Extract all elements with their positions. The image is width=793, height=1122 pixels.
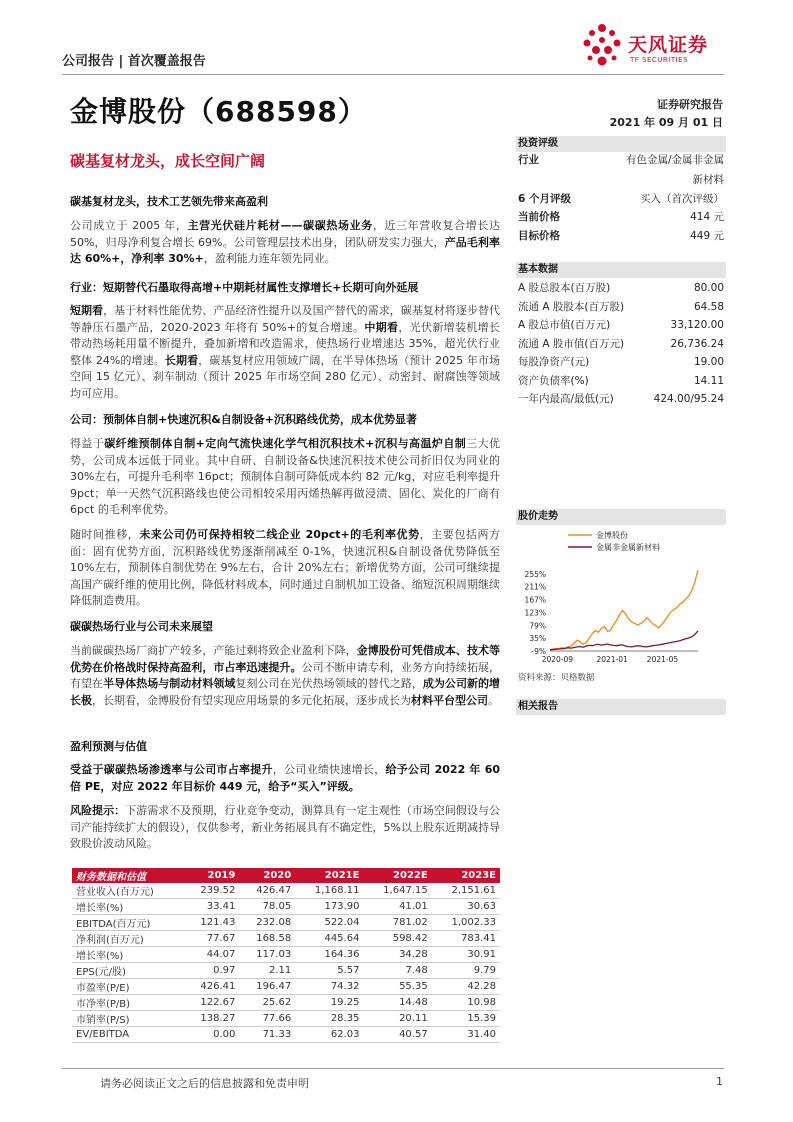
table-cell: 74.32 bbox=[295, 979, 363, 995]
table-cell: 781.02 bbox=[363, 915, 431, 931]
highlight-text: 主营光伏硅片耗材——碳碳热场业务 bbox=[187, 219, 373, 232]
basic-data-value: 33,120.00 bbox=[670, 319, 724, 331]
risk-note bbox=[70, 803, 500, 853]
highlight-text: 碳纤维预制体自制+定向气流快速化学气相沉积技术+沉积与高温炉自制 bbox=[104, 437, 467, 450]
highlight-text: 短期看 bbox=[70, 304, 104, 317]
section-heading-3: 公司：预制体自制+快速沉积&自制设备+沉积路线优势，成本优势显著 bbox=[70, 413, 418, 426]
rating-row bbox=[518, 191, 724, 208]
table-cell: 19.25 bbox=[295, 995, 363, 1011]
price-value: 414 元 bbox=[690, 211, 724, 223]
basic-data-row bbox=[518, 354, 724, 371]
section-body-5 bbox=[70, 643, 500, 709]
logo-mark-icon bbox=[578, 20, 626, 72]
table-row-label: EV/EBITDA bbox=[72, 1027, 183, 1043]
table-cell: 0.00 bbox=[183, 1027, 239, 1043]
table-cell: 77.67 bbox=[183, 931, 239, 947]
table-row bbox=[72, 979, 500, 995]
table-row bbox=[72, 883, 500, 899]
table-cell: 41.01 bbox=[363, 899, 431, 915]
table-row bbox=[72, 915, 500, 931]
table-cell: 42.28 bbox=[432, 979, 500, 995]
section-body-2 bbox=[70, 303, 500, 402]
table-cell: 121.43 bbox=[183, 915, 239, 931]
table-row-label: 增长率(%) bbox=[72, 899, 183, 915]
highlight-text: 成为公司新的增长极 bbox=[70, 677, 501, 707]
table-cell: 196.47 bbox=[239, 979, 295, 995]
basic-data-value: 26,736.24 bbox=[670, 337, 724, 350]
table-cell: 426.47 bbox=[239, 883, 295, 899]
table-cell: 30.63 bbox=[432, 899, 500, 915]
y-tick-label: 79% bbox=[529, 621, 546, 631]
table-cell: 31.40 bbox=[432, 1027, 500, 1043]
body-text: ，近三年营收复合增长达 50%，归母净利复合增长 69%。公司管理层技术出身，团队研发实力强大， bbox=[70, 219, 500, 249]
table-cell: 168.58 bbox=[239, 931, 295, 947]
body-text: 复刻公司在光伏热场领域的替代之路， bbox=[235, 677, 423, 690]
table-cell: 426.41 bbox=[183, 979, 239, 995]
table-cell: 1,647.15 bbox=[363, 883, 431, 899]
table-row bbox=[72, 963, 500, 979]
financial-table-body bbox=[72, 883, 500, 1043]
table-cell: 78.05 bbox=[239, 899, 295, 915]
y-tick-label: 167% bbox=[524, 595, 546, 605]
price-row bbox=[518, 209, 724, 226]
table-cell: 0.97 bbox=[183, 963, 239, 979]
body-text: ，光伏新增装机增长带动热场耗用量不断提升，叠加新增和改造需求，使热场行业增速达 35%，超光伏行业整体 24%的增速。 bbox=[70, 320, 501, 367]
table-cell: 9.79 bbox=[432, 963, 500, 979]
table-cell: 14.48 bbox=[363, 995, 431, 1011]
table-cell: 239.52 bbox=[183, 883, 239, 899]
section-heading-6: 盈利预测与估值 bbox=[70, 740, 147, 753]
report-date: 2021 年 09 月 01 日 bbox=[609, 116, 723, 129]
body-text: 随时间推移， bbox=[70, 528, 140, 541]
table-cell: 2.11 bbox=[239, 963, 295, 979]
body-text: ，盈利能力连年领先同业。 bbox=[203, 252, 336, 265]
financial-column-header: 2020 bbox=[239, 868, 295, 883]
financial-column-header: 2021E bbox=[295, 868, 363, 883]
body-text: 公司不断申请专利，业务方向持续拓展，有望在 bbox=[70, 660, 501, 690]
x-tick-label: 2021-05 bbox=[646, 655, 679, 664]
report-type: 证券研究报告 bbox=[657, 98, 723, 111]
logo-text-en: TF SECURITIES bbox=[630, 56, 689, 64]
table-row-label: EBITDA(百万元) bbox=[72, 915, 183, 931]
logo-text-cn: 天风证券 bbox=[628, 34, 709, 56]
page-number: 1 bbox=[716, 1075, 723, 1088]
body-text: ，主要包括两方面：固有优势方面，沉积路线优势逐渐削减至 0-1%，快速沉积&自制设备优势降低至 10%左右，预制体自制优势在 9%左右，合计 20%左右；新增优势方面，公司可继续提高国产碳纤维的使用比例，降低材料成本，同时通过自制机加工设备、缩短沉积周期继续降低制造费用。 bbox=[70, 528, 501, 607]
table-cell: 783.41 bbox=[432, 931, 500, 947]
table-row-label: 市净率(P/B) bbox=[72, 995, 183, 1011]
table-cell: 33.41 bbox=[183, 899, 239, 915]
basic-data-label: 每股净资产(元) bbox=[518, 356, 590, 368]
table-cell: 34.28 bbox=[363, 947, 431, 963]
table-cell: 598.42 bbox=[363, 931, 431, 947]
rating-heading: 投资评级 bbox=[516, 136, 726, 152]
industry-label: 行业 bbox=[518, 154, 539, 166]
table-cell: 2,151.61 bbox=[432, 883, 500, 899]
table-cell: 28.35 bbox=[295, 1011, 363, 1027]
industry-row bbox=[518, 152, 724, 169]
section-body-4 bbox=[70, 527, 500, 610]
table-cell: 10.98 bbox=[432, 995, 500, 1011]
basic-data-value: 14.11 bbox=[693, 374, 724, 387]
table-cell: 44.07 bbox=[183, 947, 239, 963]
basic-data-value: 64.58 bbox=[693, 300, 724, 313]
table-cell: 55.35 bbox=[363, 979, 431, 995]
table-cell: 173.90 bbox=[295, 899, 363, 915]
basic-data-label: 一年内最高/最低(元) bbox=[518, 393, 614, 405]
section-body-1 bbox=[70, 218, 500, 268]
table-row bbox=[72, 995, 500, 1011]
basic-data-row bbox=[518, 317, 724, 334]
table-row-label: EPS(元/股) bbox=[72, 963, 183, 979]
legend-label: 金博股份 bbox=[596, 531, 628, 540]
legend-label: 金属非金属新材料 bbox=[596, 543, 660, 552]
industry-row-2 bbox=[518, 172, 724, 189]
x-tick-label: 2021-01 bbox=[596, 655, 628, 664]
table-row-label: 净利润(百万元) bbox=[72, 931, 183, 947]
series-line-industry bbox=[550, 631, 698, 650]
y-tick-label: 255% bbox=[524, 569, 546, 579]
highlight-text: 给予公司 2022 年 60 倍 PE，对应 2022 年目标价 449 元，给予“买入”评级。 bbox=[70, 763, 501, 793]
financial-column-header: 2019 bbox=[183, 868, 239, 883]
related-reports-heading: 相关报告 bbox=[516, 699, 726, 715]
body-text: 下游需求不及预期，行业竞争变动，测算具有一定主观性（市场空间假设与公司产能持续扩大的假设），仅供参考，新业务拓展具有不确定性，5%以上股东近期减持导致股价波动风险。 bbox=[70, 804, 501, 850]
highlight-text: 材料平台型公司 bbox=[411, 693, 488, 707]
body-text: 当前碳碳热场厂商扩产较多，产能过剩将致企业盈利下降， bbox=[70, 644, 357, 657]
rating-label: 6 个月评级 bbox=[518, 193, 571, 205]
table-row-label: 增长率(%) bbox=[72, 947, 183, 963]
body-text: 三大优势，公司成本远低于同业。其中自研、自制设备&快速沉积技术使公司折旧仅为同业的 30%左右，可提升毛利率 16pct；预制体自制可降低成本约 82 元/kg，对应毛利率提升 9pct；单一天然气沉积路线也使公司相较采用丙烯热解再做浸渍、固化、炭化的厂商有 6pct 的毛利率优势。 bbox=[70, 437, 500, 516]
table-row bbox=[72, 899, 500, 915]
y-tick-label: 35% bbox=[529, 634, 546, 644]
table-cell: 5.57 bbox=[295, 963, 363, 979]
report-category: 公司报告 | 首次覆盖报告 bbox=[62, 54, 206, 69]
table-cell: 20.11 bbox=[363, 1011, 431, 1027]
basic-data-row bbox=[518, 373, 724, 390]
rating-value: 买入（首次评级） bbox=[640, 193, 724, 205]
section-heading-5: 碳碳热场行业与公司未来展望 bbox=[70, 620, 213, 633]
body-text: 。 bbox=[488, 693, 499, 707]
company-logo bbox=[578, 20, 728, 72]
body-text: ，碳基复材应用领域广阔，在半导体热场（预计 2025 年市场空间 15 亿元）、刹车制动（预计 2025 年市场空间 280 亿元）、动密封、耐腐蚀等领域均可应用。 bbox=[70, 353, 500, 400]
section-body-3 bbox=[70, 436, 500, 519]
highlight-text: 中期看 bbox=[364, 320, 399, 334]
target-row bbox=[518, 228, 724, 245]
target-label: 目标价格 bbox=[518, 230, 560, 242]
table-cell: 1,168.11 bbox=[295, 883, 363, 899]
table-cell: 77.66 bbox=[239, 1011, 295, 1027]
basic-data-value: 19.00 bbox=[693, 356, 724, 368]
basic-data-row bbox=[518, 336, 724, 353]
body-text: ，公司业绩快速增长， bbox=[272, 763, 386, 776]
table-row bbox=[72, 1011, 500, 1027]
basic-data-row bbox=[518, 280, 724, 297]
basic-data-value: 424.00/95.24 bbox=[653, 393, 724, 405]
financial-column-header: 2023E bbox=[432, 868, 500, 883]
basic-data-row bbox=[518, 391, 724, 408]
header-divider bbox=[62, 74, 724, 75]
body-text: 公司成立于 2005 年， bbox=[70, 219, 188, 232]
basic-data-label: 资产负债率(%) bbox=[518, 374, 589, 387]
target-value: 449 元 bbox=[690, 230, 724, 242]
table-cell: 25.62 bbox=[239, 995, 295, 1011]
footer-divider bbox=[62, 1068, 724, 1069]
price-trend-chart bbox=[516, 527, 726, 665]
highlight-text: 金博股份可凭借成本、技术等优势在价格战时保持高盈利，市占率迅速提升。 bbox=[70, 644, 501, 674]
body-text: 得益于 bbox=[70, 437, 105, 450]
table-row-label: 营业收入(百万元) bbox=[72, 883, 183, 899]
disclaimer-note: 请务必阅读正文之后的信息披露和免责申明 bbox=[100, 1077, 309, 1090]
table-row bbox=[72, 931, 500, 947]
financial-column-header: 财务数据和估值 bbox=[72, 868, 183, 883]
financial-table bbox=[72, 868, 500, 1043]
chart-heading: 股价走势 bbox=[516, 509, 726, 525]
table-row bbox=[72, 1027, 500, 1043]
basic-data-label: A 股总市值(百万元) bbox=[518, 319, 611, 331]
table-cell: 1,002.33 bbox=[432, 915, 500, 931]
chart-source: 资料来源：贝格数据 bbox=[518, 673, 595, 683]
table-cell: 62.03 bbox=[295, 1027, 363, 1043]
y-tick-label: 123% bbox=[524, 608, 546, 618]
highlight-text: 受益于碳碳热场渗透率与公司市占率提升 bbox=[70, 763, 273, 776]
table-cell: 117.03 bbox=[239, 947, 295, 963]
highlight-text: 未来公司仍可保持相较二线企业 20pct+的毛利率优势 bbox=[139, 528, 420, 541]
table-cell: 71.33 bbox=[239, 1027, 295, 1043]
body-text: ，基于材料性能优势、产品经济性提升以及国产替代的需求，碳基复材将逐步替代等静压石墨产品，2020-2023 年将有 50%+的复合增速。 bbox=[70, 304, 501, 334]
basic-data-value: 80.00 bbox=[693, 282, 724, 294]
highlight-text: 长期看 bbox=[164, 353, 199, 367]
table-row bbox=[72, 947, 500, 963]
table-cell: 40.57 bbox=[363, 1027, 431, 1043]
highlight-text: 产品毛利率达 60%+，净利率 30%+ bbox=[70, 235, 500, 265]
report-subtitle: 碳基复材龙头，成长空间广阔 bbox=[70, 152, 266, 170]
table-cell: 232.08 bbox=[239, 915, 295, 931]
table-cell: 164.36 bbox=[295, 947, 363, 963]
series-line-jinbo bbox=[550, 570, 698, 650]
basic-data-row bbox=[518, 299, 724, 316]
table-row-label: 市销率(P/S) bbox=[72, 1011, 183, 1027]
section-heading-1: 碳基复材龙头，技术工艺领先带来高盈利 bbox=[70, 195, 268, 208]
table-cell: 122.67 bbox=[183, 995, 239, 1011]
basic-data-label: 流通 A 股市值(百万元) bbox=[518, 337, 625, 350]
section-body-6 bbox=[70, 762, 500, 795]
table-cell: 30.91 bbox=[432, 947, 500, 963]
x-tick-label: 2020-09 bbox=[541, 655, 574, 664]
highlight-text: 半导体热场与制动材料领域 bbox=[103, 677, 236, 690]
table-cell: 522.04 bbox=[295, 915, 363, 931]
page-title: 金博股份（688598） bbox=[70, 95, 367, 128]
y-tick-label: 211% bbox=[524, 582, 546, 592]
basic-data-label: A 股总股本(百万股) bbox=[518, 282, 611, 294]
highlight-text: 风险提示： bbox=[70, 804, 126, 817]
financial-table-header bbox=[72, 868, 500, 883]
industry-value-2: 新材料 bbox=[692, 174, 724, 186]
basic-data-heading: 基本数据 bbox=[516, 262, 726, 278]
table-row-label: 市盈率(P/E) bbox=[72, 979, 183, 995]
financial-column-header: 2022E bbox=[363, 868, 431, 883]
section-heading-2: 行业：短期替代石墨取得高增+中期耗材属性支撑增长+长期可向外延展 bbox=[70, 281, 419, 294]
industry-value-1: 有色金属/金属非金属 bbox=[625, 154, 724, 166]
basic-data-label: 流通 A 股股本(百万股) bbox=[518, 300, 625, 313]
table-cell: 15.39 bbox=[432, 1011, 500, 1027]
table-cell: 7.48 bbox=[363, 963, 431, 979]
price-label: 当前价格 bbox=[518, 211, 560, 223]
y-tick-label: -9% bbox=[531, 647, 546, 656]
table-cell: 445.64 bbox=[295, 931, 363, 947]
body-text: ，长期看，金博股份有望实现应用场景的多元化拓展，逐步成长为 bbox=[92, 693, 411, 707]
table-cell: 138.27 bbox=[183, 1011, 239, 1027]
